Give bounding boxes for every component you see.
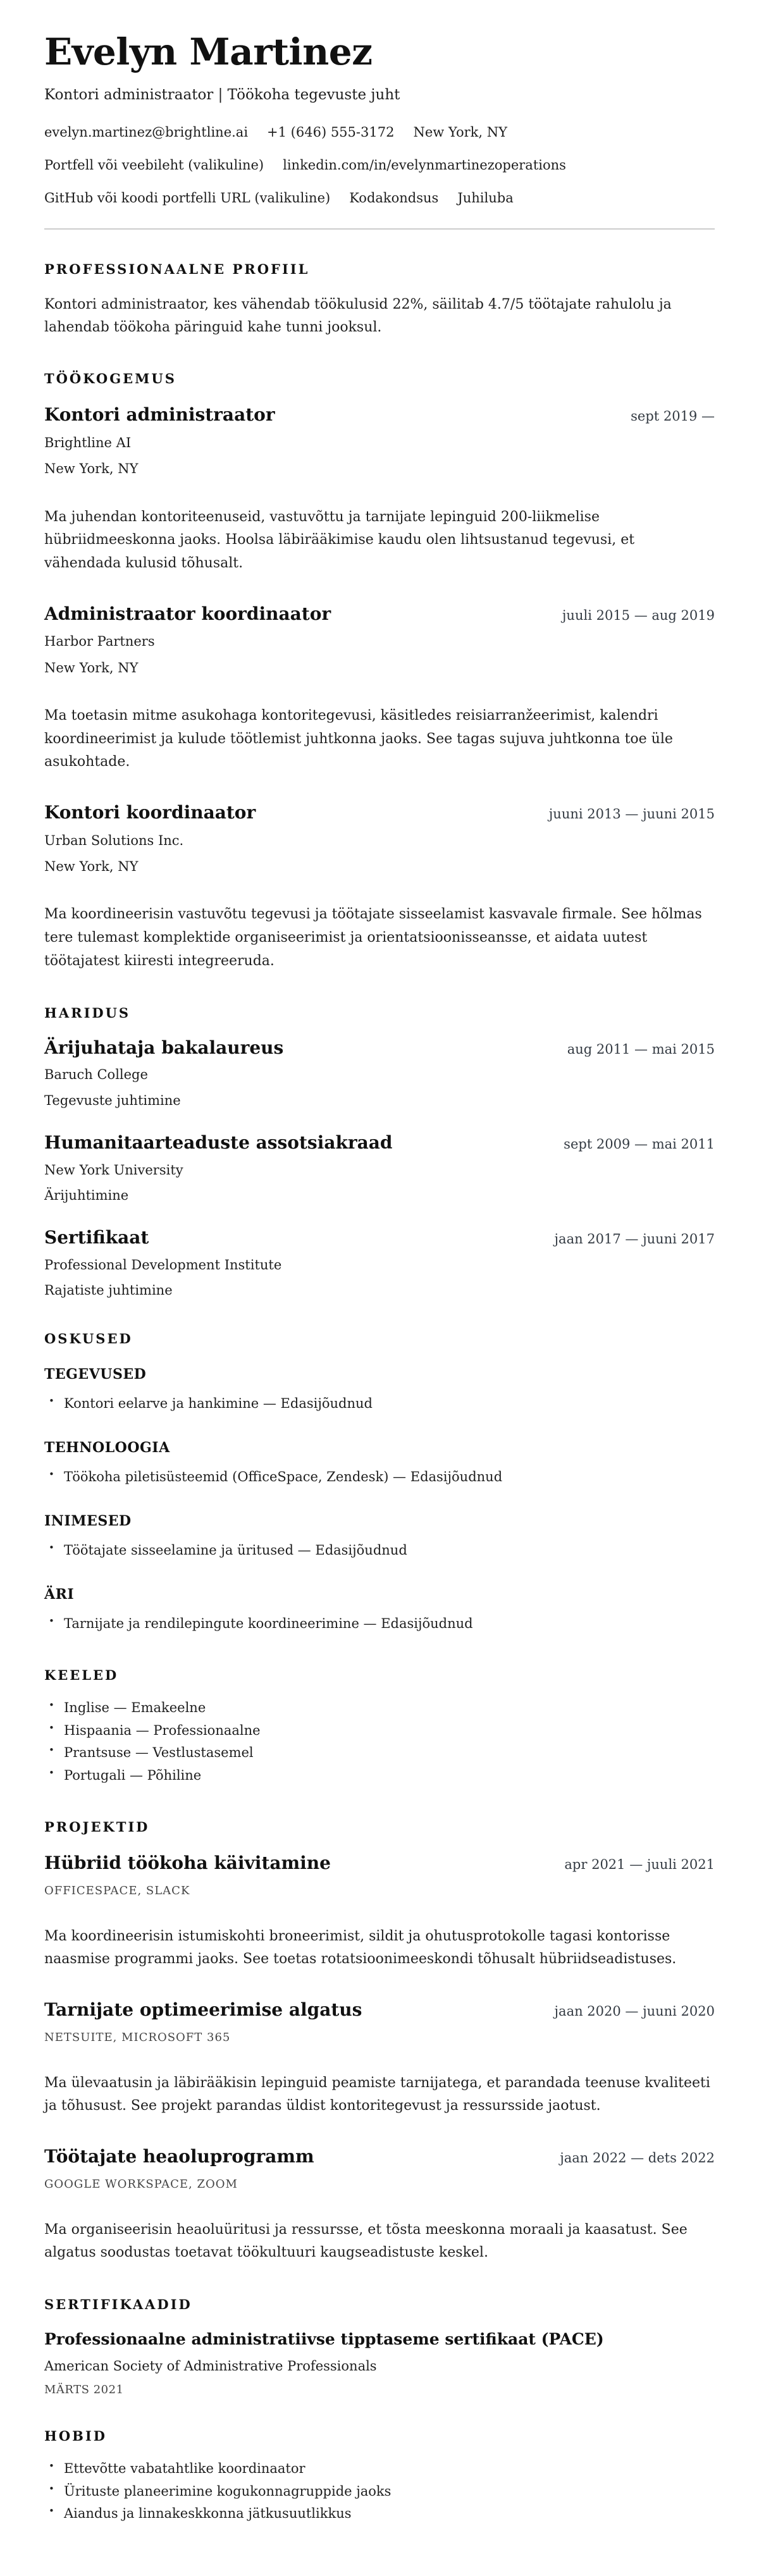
skills-list — [44, 1613, 715, 1636]
hobbies-heading: HOBID — [44, 2427, 107, 2444]
projects-heading: PROJEKTID — [44, 1818, 150, 1835]
hobby-item: • Ürituste planeerimine kogukonnagruppide jaoks — [44, 2480, 715, 2503]
skill-item: • Töötajate sisseelamine ja üritused — Edasijõudnud — [44, 1539, 715, 1562]
job-title: Kontori koordinaator — [44, 802, 256, 823]
skills-list — [44, 1539, 715, 1562]
skill-item: • Töökoha piletisüsteemid (OfficeSpace, Zendesk) — Edasijõudnud — [44, 1466, 715, 1489]
section-projects — [44, 1819, 715, 2265]
github-text: GitHub või koodi portfelli URL (valikuline) — [44, 190, 331, 206]
skills-category-title: INIMESED — [44, 1512, 132, 1529]
resume-header — [44, 30, 715, 230]
job-company: Harbor Partners — [44, 634, 155, 650]
certification-issuer: American Society of Administrative Professionals — [44, 2358, 377, 2374]
profile-heading: PROFESSIONAALNE PROFIIL — [44, 261, 310, 277]
degree-title: Ärijuhataja bakalaureus — [44, 1037, 284, 1058]
contact-row-2 — [44, 157, 715, 173]
language-item: • Hispaania — Professionaalne — [44, 1720, 715, 1742]
project-tools: GOOGLE WORKSPACE, ZOOM — [44, 2177, 238, 2191]
project-dates: jaan 2020 — juuni 2020 — [554, 2004, 715, 2019]
education-entry — [44, 1037, 715, 1109]
education-entry — [44, 1227, 715, 1299]
hobby-item: • Ettevõtte vabatahtlike koordinaator — [44, 2458, 715, 2480]
email-text: evelyn.martinez@brightline.ai — [44, 124, 249, 140]
job-location: New York, NY — [44, 461, 139, 477]
degree-title: Humanitaarteaduste assotsiakraad — [44, 1131, 393, 1153]
section-hobbies — [44, 2428, 715, 2525]
portfolio-text: Portfell või veebileht (valikuline) — [44, 157, 264, 173]
field-of-study: Ärijuhtimine — [44, 1187, 129, 1203]
job-entry — [44, 603, 715, 774]
job-description: Ma juhendan kontoriteenuseid, vastuvõttu ja tarnijate lepinguid 200-liikmelise hübriidmeeskonna jaoks. Hoolsa läbirääkimise kaudu olen lihtsustanud tegevusi, et vähendada kulusid tõhusalt. — [44, 508, 635, 572]
skills-category-title: ÄRI — [44, 1586, 75, 1603]
section-profile — [44, 261, 715, 339]
school-name: New York University — [44, 1162, 183, 1178]
certification-title: Professionaalne administratiivse tipptaseme sertifikaat (PACE) — [44, 2330, 604, 2349]
job-title: Kontori administraator — [44, 404, 275, 426]
phone-text: +1 (646) 555-3172 — [267, 124, 395, 140]
project-tools: OFFICESPACE, SLACK — [44, 1883, 190, 1897]
degree-title: Sertifikaat — [44, 1227, 149, 1248]
education-heading: HARIDUS — [44, 1004, 131, 1021]
linkedin-text: linkedin.com/in/evelynmartinezoperations — [283, 157, 566, 173]
experience-heading: TÖÖKOGEMUS — [44, 371, 176, 387]
skill-item: • Tarnijate ja rendilepingute koordineerimine — Edasijõudnud — [44, 1613, 715, 1636]
job-dates: sept 2019 — — [631, 409, 715, 424]
job-company: Brightline AI — [44, 435, 132, 451]
school-name: Professional Development Institute — [44, 1257, 282, 1273]
section-skills — [44, 1331, 715, 1636]
certification-date: MÄRTS 2021 — [44, 2382, 124, 2396]
job-head — [44, 802, 715, 823]
languages-list — [44, 1697, 715, 1787]
job-location: New York, NY — [44, 660, 139, 675]
degree-dates: aug 2011 — mai 2015 — [567, 1041, 715, 1057]
project-head — [44, 2146, 715, 2167]
job-head — [44, 404, 715, 426]
project-description: Ma ülevaatusin ja läbirääkisin lepinguid peamiste tarnijatega, et parandada teenuse kvaliteeti ja tõhusust. See projekt parandas üldist kontoritegevust ja ressursside jaotust. — [44, 2074, 710, 2114]
project-title: Töötajate heaoluprogramm — [44, 2146, 314, 2167]
skills-list — [44, 1466, 715, 1489]
project-description: Ma organiseerisin heaoluüritusi ja ressursse, et tõsta meeskonna moraali ja kaasatust. See algatus soodustas toetavat töökultuuri kaugseadistuste keskel. — [44, 2221, 688, 2261]
project-head — [44, 1852, 715, 1874]
job-head — [44, 603, 715, 625]
skills-heading: OSKUSED — [44, 1331, 133, 1347]
project-entry — [44, 2146, 715, 2265]
header-divider — [44, 228, 715, 230]
person-name: Evelyn Martinez — [44, 30, 373, 73]
skill-item: • Kontori eelarve ja hankimine — Edasijõudnud — [44, 1393, 715, 1415]
language-item: • Portugali — Põhiline — [44, 1765, 715, 1787]
skills-list — [44, 1393, 715, 1415]
skills-category-title: TEHNOLOOGIA — [44, 1439, 170, 1456]
job-dates: juuli 2015 — aug 2019 — [562, 607, 715, 623]
education-head — [44, 1227, 715, 1248]
job-company: Urban Solutions Inc. — [44, 832, 184, 848]
project-entry — [44, 1852, 715, 1971]
project-tools: NETSUITE, MICROSOFT 365 — [44, 2030, 231, 2044]
job-location: New York, NY — [44, 859, 139, 875]
section-education — [44, 1005, 715, 1300]
project-title: Tarnijate optimeerimise algatus — [44, 1999, 362, 2021]
certification-entry — [44, 2330, 715, 2396]
project-dates: apr 2021 — juuli 2021 — [564, 1856, 715, 1872]
school-name: Baruch College — [44, 1067, 148, 1083]
degree-dates: jaan 2017 — juuni 2017 — [554, 1231, 715, 1247]
project-title: Hübriid töökoha käivitamine — [44, 1852, 331, 1873]
field-of-study: Tegevuste juhtimine — [44, 1092, 181, 1108]
education-head — [44, 1037, 715, 1059]
language-item: • Prantsuse — Vestlustasemel — [44, 1742, 715, 1765]
skills-category-title: TEGEVUSED — [44, 1365, 147, 1383]
contact-row-3 — [44, 190, 715, 206]
field-of-study: Rajatiste juhtimine — [44, 1283, 173, 1298]
section-certifications — [44, 2296, 715, 2396]
project-entry — [44, 1999, 715, 2118]
education-head — [44, 1132, 715, 1154]
project-description: Ma koordineerisin istumiskohti broneerimist, sildit ja ohutusprotokolle tagasi kontorisse naasmise programmi jaoks. See toetas rotatsioonimeeskondi tõhusalt hübriidseadistuses. — [44, 1928, 677, 1968]
job-description: Ma koordineerisin vastuvõtu tegevusi ja töötajate sisseelamist kasvavale firmale. See hõlmas tere tulemast komplektide organiseerimist ja orientatsioonisseansse, et aidata uutest töötajatest kiiresti integreeruda. — [44, 906, 702, 969]
education-entry — [44, 1132, 715, 1204]
degree-dates: sept 2009 — mai 2011 — [564, 1136, 715, 1152]
contact-row-1 — [44, 125, 715, 140]
job-title: Administraator koordinaator — [44, 603, 331, 624]
languages-heading: KEELED — [44, 1667, 119, 1683]
language-item: • Inglise — Emakeelne — [44, 1697, 715, 1720]
location-text: New York, NY — [413, 124, 507, 140]
hobby-item: • Aiandus ja linnakeskkonna jätkusuutlikkus — [44, 2503, 715, 2525]
section-languages — [44, 1667, 715, 1787]
profile-summary: Kontori administraator, kes vähendab töökulusid 22%, säilitab 4.7/5 töötajate rahulolu ja lahendab töökoha päringuid kahe tunni jooksul. — [44, 297, 672, 336]
certifications-heading: SERTIFIKAADID — [44, 2296, 192, 2313]
job-entry — [44, 802, 715, 973]
person-title: Kontori administraator | Töökoha tegevuste juht — [44, 86, 400, 103]
license-text: Juhiluba — [457, 190, 514, 206]
section-experience — [44, 371, 715, 973]
project-dates: jaan 2022 — dets 2022 — [560, 2150, 715, 2166]
job-description: Ma toetasin mitme asukohaga kontoritegevusi, käsitledes reisiarranžeerimist, kalendri koordineerimist ja kulude töötlemist juhtkonna jaoks. See tagas sujuva juhtkonna toe üle asukohtade. — [44, 708, 673, 770]
hobbies-list — [44, 2458, 715, 2525]
citizenship-text: Kodakondsus — [349, 190, 439, 206]
job-dates: juuni 2013 — juuni 2015 — [548, 806, 715, 822]
project-head — [44, 1999, 715, 2021]
job-entry — [44, 404, 715, 575]
